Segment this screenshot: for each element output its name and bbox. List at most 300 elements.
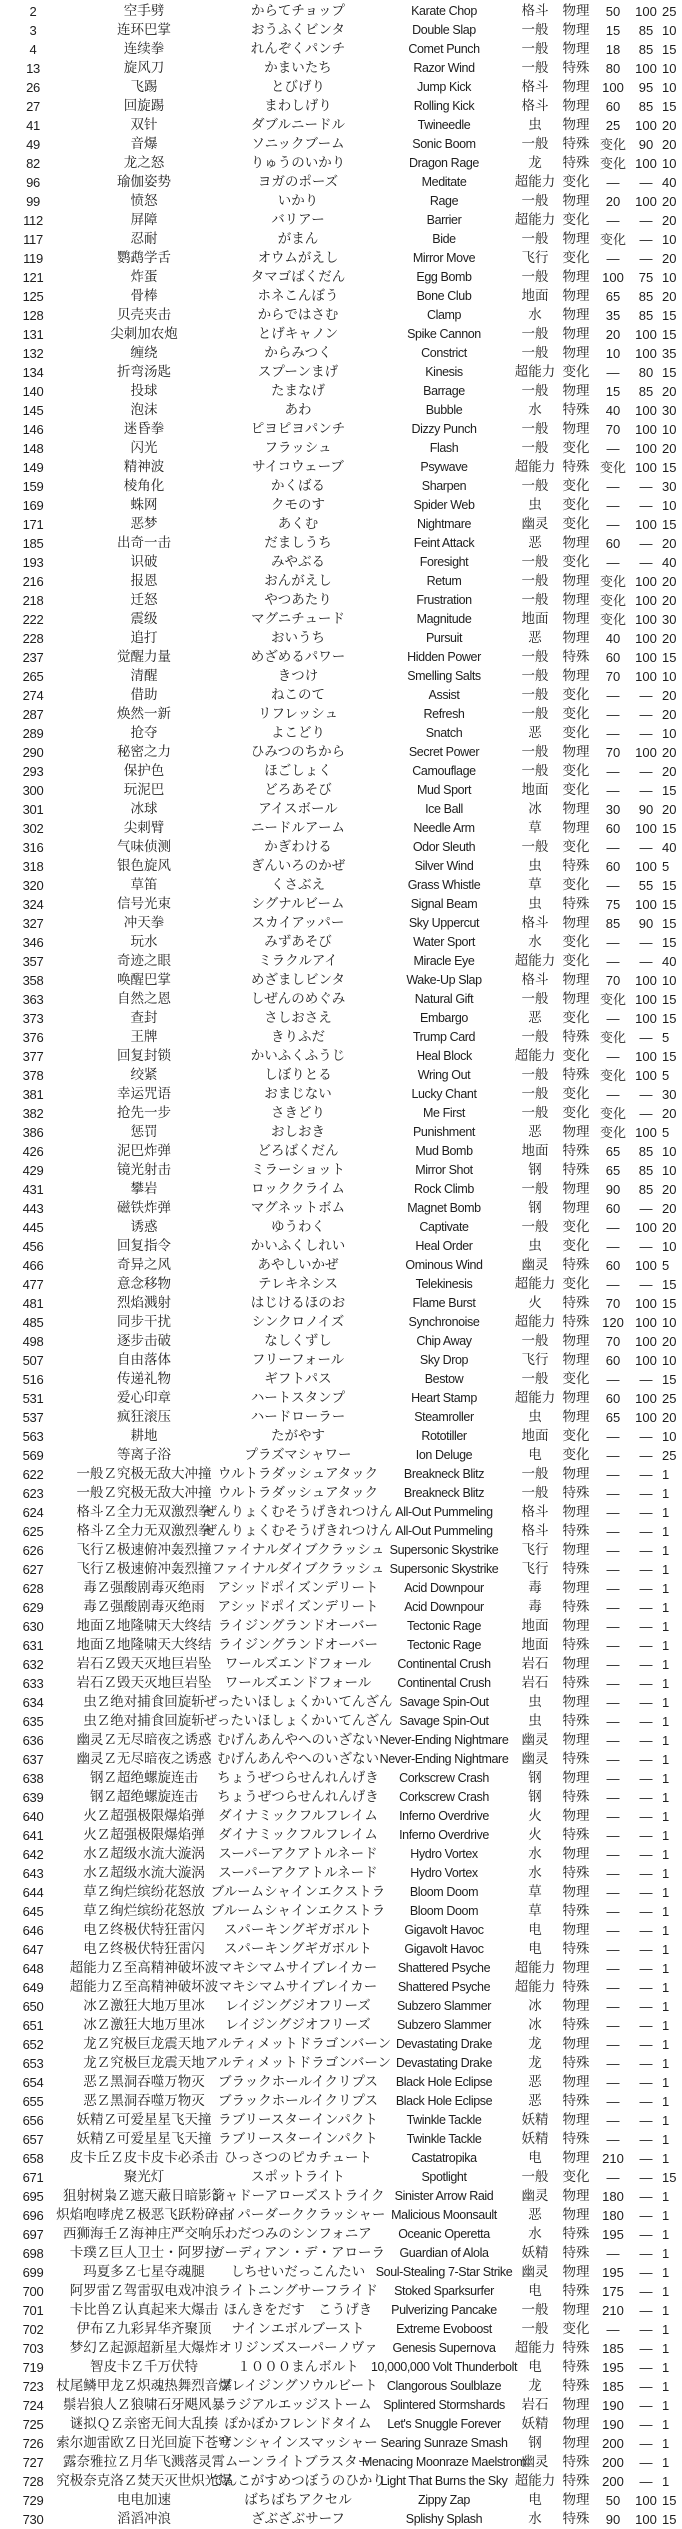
move-accuracy: — (639, 1942, 653, 1957)
move-accuracy: 100 (635, 2512, 657, 2527)
move-name-en: Mirror Move (412, 251, 476, 265)
move-type: 格斗 (521, 915, 549, 931)
move-name-ja: ひっさつのピカチュート (223, 2150, 373, 2166)
move-name-en: Foresight (419, 555, 469, 569)
move-id: 131 (22, 327, 44, 342)
move-type: 一般 (521, 573, 549, 589)
move-type: 地面 (521, 1637, 549, 1653)
move-category: 变化 (562, 1371, 590, 1387)
move-name-en: Smelling Salts (407, 669, 481, 683)
move-power: — (606, 2094, 620, 2109)
move-name-en: Snatch (425, 726, 463, 740)
move-power: — (606, 878, 620, 893)
move-category: 物理 (562, 535, 590, 551)
move-pp: 40 (662, 954, 677, 969)
table-row (0, 268, 682, 287)
move-type: 恶 (528, 1124, 542, 1140)
move-power: 20 (605, 194, 621, 209)
move-power: — (606, 365, 620, 380)
move-type: 一般 (521, 649, 549, 665)
move-pp: 15 (662, 99, 677, 114)
move-id: 159 (22, 479, 44, 494)
move-category: 物理 (562, 1808, 590, 1824)
move-name-ja: アシッドポイズンデリート (217, 1599, 379, 1615)
move-name-zh: 钢Ｚ超绝螺旋连击 (90, 1770, 198, 1786)
move-pp: 30 (662, 612, 677, 627)
move-id: 4 (29, 42, 37, 57)
move-id: 289 (22, 726, 44, 741)
table-row (0, 458, 682, 477)
move-category: 物理 (562, 41, 590, 57)
move-name-ja: めざましビンタ (251, 972, 345, 988)
table-row (0, 1123, 682, 1142)
move-power: — (606, 764, 620, 779)
move-category: 物理 (562, 668, 590, 684)
move-id: 626 (22, 1543, 44, 1558)
move-id: 695 (22, 2189, 44, 2204)
move-id: 719 (22, 2360, 44, 2375)
move-accuracy: — (639, 1847, 653, 1862)
move-pp: 20 (662, 1106, 677, 1121)
move-type: 虫 (528, 858, 542, 874)
move-type: 岩石 (521, 2397, 549, 2413)
move-power: — (606, 707, 620, 722)
move-type: 幽灵 (521, 2188, 549, 2204)
move-name-zh: 飞行Ｚ极速俯冲轰烈撞 (76, 1561, 212, 1577)
move-type: 一般 (521, 2169, 549, 2185)
move-accuracy: 100 (635, 460, 657, 475)
table-row (0, 1351, 682, 1370)
move-type: 一般 (521, 478, 549, 494)
move-power: — (606, 1714, 620, 1729)
move-name-en: Twinkle Tackle (406, 2132, 482, 2146)
move-name-ja: おいうち (271, 630, 325, 646)
move-pp: 1 (662, 2398, 670, 2413)
move-id: 121 (22, 270, 44, 285)
move-pp: 15 (662, 1049, 677, 1064)
move-power: 50 (605, 4, 621, 19)
move-id: 26 (26, 80, 40, 95)
move-category: 特殊 (562, 2017, 590, 2033)
move-accuracy: — (639, 1581, 653, 1596)
move-type: 龙 (528, 2036, 542, 2052)
table-row (0, 1902, 682, 1921)
move-name-ja: ギフトパス (264, 1371, 332, 1387)
move-type: 妖精 (521, 2245, 549, 2261)
move-name-ja: スポットライト (250, 2169, 346, 2185)
move-name-ja: ダブルニードル (251, 117, 345, 133)
move-accuracy: — (639, 688, 653, 703)
move-pp: 1 (662, 2075, 670, 2090)
move-name-zh: 银色旋风 (117, 858, 171, 874)
move-name-zh: 连环巴掌 (117, 22, 171, 38)
move-power: 变化 (599, 593, 626, 608)
move-name-en: Black Hole Eclipse (395, 2075, 493, 2089)
move-category: 变化 (562, 934, 590, 950)
move-type: 一般 (521, 1485, 549, 1501)
move-name-zh: 信号光束 (117, 896, 171, 912)
move-name-zh: 电Ｚ终极伏特狂雷闪 (83, 1941, 205, 1957)
move-id: 657 (22, 2132, 44, 2147)
move-accuracy: — (639, 2360, 653, 2375)
move-name-zh: 露奈雅拉Ｚ月华飞溅落灵霄 (63, 2454, 225, 2470)
move-power: — (606, 840, 620, 855)
move-accuracy: — (639, 840, 653, 855)
table-row (0, 1864, 682, 1883)
move-name-en: Odor Sleuth (412, 840, 476, 854)
move-pp: 1 (662, 1771, 670, 1786)
move-name-zh: 耕地 (130, 1428, 158, 1444)
table-row (0, 2035, 682, 2054)
table-row (0, 1085, 682, 1104)
move-accuracy: 100 (635, 156, 657, 171)
move-id: 445 (22, 1220, 44, 1235)
move-id: 41 (26, 118, 40, 133)
move-type: 一般 (521, 231, 549, 247)
move-type: 一般 (521, 744, 549, 760)
move-power: 200 (602, 2474, 624, 2489)
move-name-ja: ライジングランドオーバー (218, 1618, 378, 1634)
table-row (0, 610, 682, 629)
move-name-en: Rock Climb (414, 1182, 474, 1196)
move-name-ja: ブラックホールイクリプス (218, 2074, 378, 2090)
move-category: 物理 (562, 630, 590, 646)
move-power: — (606, 1847, 620, 1862)
move-name-en: Extreme Evoboost (396, 2322, 492, 2336)
table-row (0, 477, 682, 496)
move-id: 477 (22, 1277, 44, 1292)
move-name-en: Silver Wind (414, 859, 474, 873)
move-type: 地面 (521, 1618, 549, 1634)
move-name-zh: 惩罚 (130, 1124, 158, 1140)
move-category: 特殊 (562, 1162, 590, 1178)
move-accuracy: 100 (635, 118, 657, 133)
move-category: 特殊 (562, 1067, 590, 1083)
move-name-zh: 泡沫 (130, 402, 158, 418)
move-name-ja: シグナルビーム (251, 896, 345, 912)
move-type: 幽灵 (521, 1732, 549, 1748)
move-name-zh: 报恩 (130, 573, 158, 589)
move-accuracy: 100 (635, 1296, 657, 1311)
move-name-en: 10,000,000 Volt Thunderbolt (370, 2360, 518, 2374)
move-pp: 10 (662, 1353, 677, 1368)
move-pp: 20 (662, 441, 677, 456)
move-name-en: Dizzy Punch (411, 422, 477, 436)
move-power: 50 (605, 2493, 621, 2508)
move-name-ja: めざめるパワー (250, 649, 346, 665)
move-type: 电 (528, 2359, 542, 2375)
move-id: 320 (22, 878, 44, 893)
move-category: 变化 (562, 782, 590, 798)
move-pp: 20 (662, 745, 677, 760)
move-name-ja: マグネットボム (250, 1200, 346, 1216)
table-row (0, 2320, 682, 2339)
move-id: 378 (22, 1068, 44, 1083)
move-category: 特殊 (562, 60, 590, 76)
move-name-zh: 地面Ｚ地隆啸天大终结 (76, 1618, 212, 1634)
move-name-zh: 水Ｚ超级水流大漩涡 (83, 1865, 205, 1881)
move-category: 物理 (562, 1504, 590, 1520)
table-row (0, 1522, 682, 1541)
move-pp: 1 (662, 2474, 670, 2489)
move-name-zh: 震级 (130, 611, 158, 627)
move-pp: 20 (662, 707, 677, 722)
move-name-ja: どろばくだん (257, 1143, 339, 1159)
move-name-ja: バリアー (271, 212, 325, 228)
move-id: 149 (22, 460, 44, 475)
move-category: 特殊 (562, 2226, 590, 2242)
move-type: 地面 (521, 782, 549, 798)
move-power: 65 (605, 289, 621, 304)
move-accuracy: 55 (638, 878, 654, 893)
move-category: 特殊 (562, 1941, 590, 1957)
move-pp: 1 (662, 1885, 670, 1900)
move-accuracy: — (639, 1676, 653, 1691)
move-type: 超能力 (514, 953, 556, 969)
table-row (0, 325, 682, 344)
move-accuracy: 85 (638, 1144, 654, 1159)
move-name-ja: だましうち (264, 535, 332, 551)
move-type: 飞行 (521, 250, 549, 266)
move-name-en: Shattered Psyche (397, 1961, 491, 1975)
move-category: 变化 (562, 1048, 590, 1064)
move-power: 70 (605, 1334, 621, 1349)
move-name-zh: 尖刺臂 (123, 820, 165, 836)
move-power: — (606, 783, 620, 798)
move-name-ja: ブレイジングソウルビート (218, 2378, 378, 2394)
move-type: 飞行 (521, 1561, 549, 1577)
move-type: 一般 (521, 41, 549, 57)
move-name-en: Feint Attack (413, 536, 475, 550)
move-type: 一般 (521, 193, 549, 209)
move-accuracy: — (639, 1467, 653, 1482)
move-pp: 10 (662, 1239, 677, 1254)
move-type: 水 (528, 934, 542, 950)
table-row (0, 1066, 682, 1085)
move-accuracy: — (639, 2056, 653, 2071)
move-category: 物理 (562, 2302, 590, 2318)
table-row (0, 287, 682, 306)
move-type: 冰 (528, 1998, 542, 2014)
move-pp: 1 (662, 1638, 670, 1653)
move-type: 格斗 (521, 1523, 549, 1539)
move-name-ja: ぜんりょくむそうげきれつけん (203, 1523, 393, 1539)
move-category: 物理 (562, 307, 590, 323)
move-name-en: Wring Out (417, 1068, 471, 1082)
move-name-ja: シンクロノイズ (251, 1314, 345, 1330)
move-type: 格斗 (521, 98, 549, 114)
move-name-zh: 棱角化 (123, 478, 165, 494)
move-category: 变化 (562, 1086, 590, 1102)
move-power: 90 (605, 2512, 621, 2527)
move-name-ja: リフレッシュ (257, 706, 339, 722)
move-id: 443 (22, 1201, 44, 1216)
table-row (0, 1218, 682, 1237)
move-name-zh: 幽灵Ｚ无尽暗夜之诱惑 (76, 1751, 212, 1767)
table-row (0, 1788, 682, 1807)
move-id: 377 (22, 1049, 44, 1064)
move-name-ja: スーパーアクアトルネード (218, 1846, 378, 1862)
move-type: 一般 (521, 383, 549, 399)
move-name-zh: 泥巴炸弹 (117, 1143, 171, 1159)
move-pp: 20 (662, 574, 677, 589)
move-category: 物理 (562, 1542, 590, 1558)
move-type: 一般 (521, 421, 549, 437)
move-pp: 10 (662, 1315, 677, 1330)
move-accuracy: — (639, 1771, 653, 1786)
move-name-en: Bubble (425, 403, 463, 417)
move-name-ja: ぜんりょくむそうげきれつけん (203, 1504, 393, 1520)
move-name-zh: 借助 (130, 687, 158, 703)
move-category: 特殊 (562, 2093, 590, 2109)
move-accuracy: 75 (638, 270, 654, 285)
move-pp: 20 (662, 194, 677, 209)
move-pp: 15 (662, 1296, 677, 1311)
move-category: 物理 (562, 611, 590, 627)
move-pp: 20 (662, 289, 677, 304)
move-name-zh: 龙Ｚ究极巨龙震天地 (83, 2055, 205, 2071)
move-id: 651 (22, 2018, 44, 2033)
move-accuracy: 100 (635, 1258, 657, 1273)
move-name-ja: ラブリースターインパクト (218, 2112, 378, 2128)
move-id: 638 (22, 1771, 44, 1786)
move-name-ja: ぜったいほしょくかいてんざん (203, 1713, 393, 1729)
move-accuracy: — (639, 2398, 653, 2413)
move-name-ja: わだつみのシンフォニア (224, 2226, 372, 2242)
table-row (0, 2130, 682, 2149)
move-accuracy: — (639, 1657, 653, 1672)
move-name-zh: 皮卡丘Ｚ皮卡皮卡必杀击 (69, 2150, 219, 2166)
move-name-en: Clangorous Soulblaze (386, 2379, 502, 2393)
move-type: 火 (528, 1827, 542, 1843)
move-name-zh: 镜光射击 (117, 1162, 171, 1178)
move-name-en: Miracle Eye (413, 954, 475, 968)
move-category: 物理 (562, 1124, 590, 1140)
move-name-zh: 奇迹之眼 (117, 953, 171, 969)
move-accuracy: — (639, 1201, 653, 1216)
move-name-zh: 疯狂滚压 (117, 1409, 171, 1425)
move-power: — (606, 1752, 620, 1767)
move-pp: 1 (662, 2322, 670, 2337)
move-accuracy: — (639, 1714, 653, 1729)
move-name-ja: フリーフォール (251, 1352, 345, 1368)
move-power: 90 (605, 1182, 621, 1197)
move-id: 128 (22, 308, 44, 323)
move-category: 特殊 (562, 1029, 590, 1045)
move-accuracy: — (639, 1866, 653, 1881)
move-pp: 1 (662, 2284, 670, 2299)
move-id: 346 (22, 935, 44, 950)
move-name-en: Never-Ending Nightmare (379, 1733, 509, 1747)
move-category: 特殊 (562, 1314, 590, 1330)
move-name-ja: きつけ (277, 668, 319, 684)
move-name-zh: 空手劈 (123, 3, 165, 19)
move-id: 644 (22, 1885, 44, 1900)
move-name-en: Sinister Arrow Raid (394, 2189, 494, 2203)
move-name-en: Bide (432, 232, 456, 246)
move-power: 210 (602, 2303, 624, 2318)
move-type: 龙 (528, 2378, 542, 2394)
move-pp: 1 (662, 2094, 670, 2109)
move-category: 物理 (562, 1770, 590, 1786)
move-name-zh: 岩石Ｚ毁天灭地巨岩坠 (76, 1656, 212, 1672)
move-power: — (606, 1999, 620, 2014)
move-category: 特殊 (562, 1637, 590, 1653)
table-row (0, 591, 682, 610)
table-row (0, 1484, 682, 1503)
move-name-en: Clamp (426, 308, 462, 322)
move-name-ja: スプーンまげ (257, 364, 339, 380)
move-power: — (606, 498, 620, 513)
move-type: 岩石 (521, 1656, 549, 1672)
move-name-zh: 愤怒 (130, 193, 158, 209)
move-name-ja: ライジングランドオーバー (218, 1637, 378, 1653)
move-id: 429 (22, 1163, 44, 1178)
move-name-ja: がまん (277, 231, 319, 247)
table-row (0, 724, 682, 743)
move-category: 物理 (562, 2264, 590, 2280)
move-pp: 20 (662, 213, 677, 228)
move-name-zh: 焕然一新 (117, 706, 171, 722)
move-type: 一般 (521, 706, 549, 722)
move-pp: 20 (662, 137, 677, 152)
table-row (0, 2111, 682, 2130)
table-row (0, 401, 682, 420)
move-accuracy: 100 (635, 61, 657, 76)
move-accuracy: 100 (635, 1391, 657, 1406)
move-category: 物理 (562, 744, 590, 760)
move-accuracy: 100 (635, 327, 657, 342)
table-row (0, 59, 682, 78)
move-pp: 1 (662, 2303, 670, 2318)
move-accuracy: 85 (638, 1163, 654, 1178)
move-id: 3 (29, 23, 37, 38)
move-category: 变化 (562, 478, 590, 494)
move-name-zh: 卡璞Ｚ巨人卫士・阿罗拉 (69, 2245, 219, 2261)
move-name-ja: かいふくしれい (250, 1238, 346, 1254)
move-category: 物理 (562, 1409, 590, 1425)
move-pp: 10 (662, 1144, 677, 1159)
move-name-zh: 电Ｚ终极伏特狂雷闪 (83, 1922, 205, 1938)
move-type: 冰 (528, 801, 542, 817)
move-accuracy: — (639, 1809, 653, 1824)
move-power: — (606, 726, 620, 741)
move-accuracy: 100 (635, 973, 657, 988)
move-category: 物理 (562, 1333, 590, 1349)
move-id: 634 (22, 1695, 44, 1710)
move-accuracy: 100 (635, 422, 657, 437)
move-name-zh: 抢先一步 (117, 1105, 171, 1121)
move-power: 变化 (599, 612, 626, 627)
move-accuracy: 100 (635, 403, 657, 418)
move-name-en: Devastating Drake (395, 2056, 493, 2070)
move-pp: 10 (662, 726, 677, 741)
move-name-ja: おうふくビンタ (251, 22, 345, 38)
move-type: 龙 (528, 155, 542, 171)
move-power: 185 (602, 2341, 624, 2356)
move-name-ja: ひみつのちから (250, 744, 346, 760)
move-name-en: Savage Spin-Out (399, 1695, 489, 1709)
move-pp: 10 (662, 498, 677, 513)
move-name-zh: 识破 (130, 554, 158, 570)
move-accuracy: 100 (635, 669, 657, 684)
table-row (0, 1959, 682, 1978)
move-id: 701 (22, 2303, 44, 2318)
move-accuracy: 100 (635, 1068, 657, 1083)
move-power: — (606, 1904, 620, 1919)
move-power: 180 (602, 2189, 624, 2204)
move-name-zh: 奇异之风 (117, 1257, 171, 1273)
